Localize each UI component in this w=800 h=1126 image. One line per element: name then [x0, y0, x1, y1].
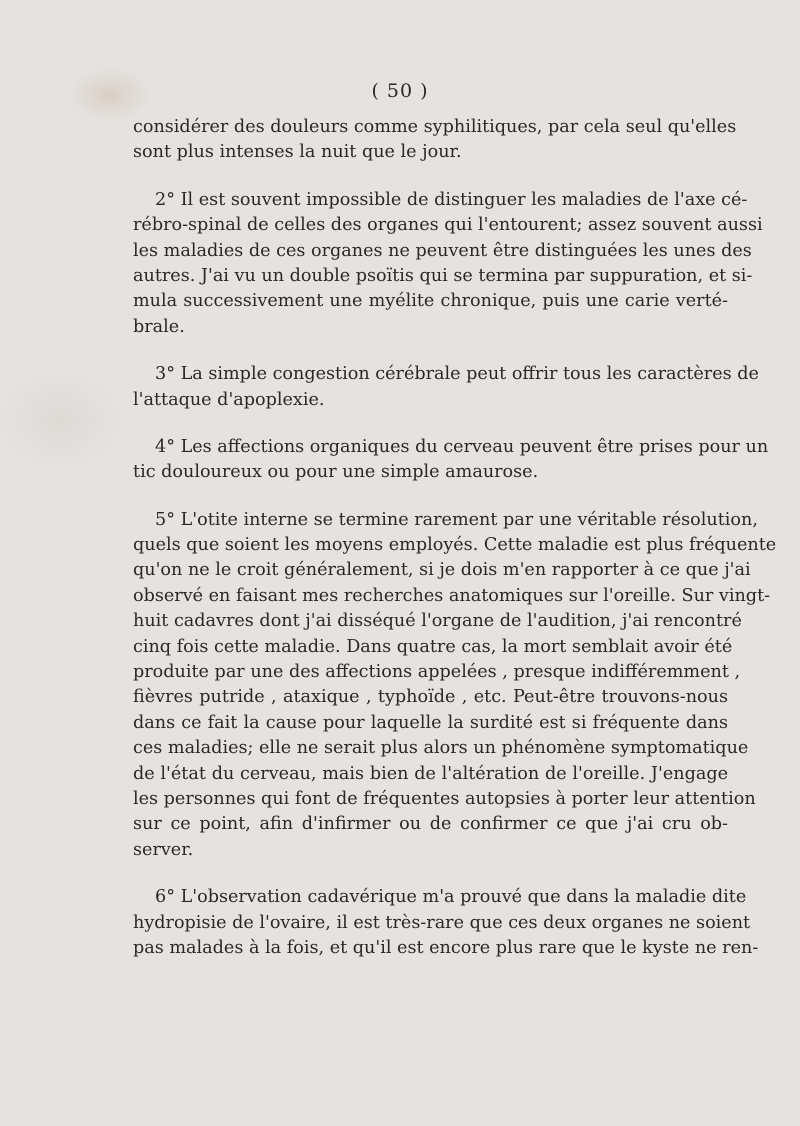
paragraph — [133, 508, 777, 863]
text-line: ces maladies; elle ne serait plus alors un phénomène symptomatique — [133, 738, 749, 759]
text-line: l'attaque d'apoplexie. — [133, 389, 325, 410]
text-line: hydropisie de l'ovaire, il est très-rare que ces deux organes ne soient — [133, 912, 751, 933]
text-line: considérer des douleurs comme syphilitiques, par cela seul qu'elles — [133, 117, 737, 137]
text-line: autres. J'ai vu un double psoïtis qui se termina par suppuration, et si- — [133, 265, 753, 286]
text-line: dans ce fait la cause pour laquelle la surdité est si fréquente dans — [133, 712, 728, 733]
page-body — [133, 115, 777, 961]
text-line: observé en faisant mes recherches anatomiques sur l'oreille. Sur vingt- — [133, 585, 771, 606]
text-line: huit cadavres dont j'ai disséqué l'organe de l'audition, j'ai rencontré — [133, 611, 742, 632]
text-line: tic douloureux ou pour une simple amaurose. — [133, 462, 539, 483]
paragraph — [133, 435, 769, 486]
text-line: les maladies de ces organes ne peuvent être distinguées les unes des — [133, 240, 752, 261]
text-line: 3° La simple congestion cérébrale peut offrir tous les caractères de — [155, 364, 759, 385]
paragraph-gap — [133, 166, 728, 188]
text-line: quels que soient les moyens employés. Cette maladie est plus fréquente — [133, 535, 777, 556]
text-line: server. — [133, 839, 194, 860]
paragraph-gap — [133, 486, 728, 508]
text-line: fièvres putride , ataxique , typhoïde , etc. Peut-être trouvons-nous — [133, 687, 728, 708]
text-line: 6° L'observation cadavérique m'a prouvé que dans la maladie dite — [155, 887, 747, 908]
text-line: qu'on ne le croit généralement, si je dois m'en rapporter à ce que j'ai — [133, 560, 751, 581]
text-line: sur ce point, afin d'infirmer ou de confirmer ce que j'ai cru ob- — [133, 814, 728, 835]
paragraph-gap — [133, 413, 728, 435]
text-line: les personnes qui font de fréquentes autopsies à porter leur attention — [133, 788, 756, 809]
page-number: ( 50 ) — [371, 80, 429, 102]
text-line: rébro-spinal de celles des organes qui l'entourent; assez souvent aussi — [133, 215, 763, 236]
paragraph — [133, 362, 759, 413]
text-line: produite par une des affections appelées , presque indifféremment , — [133, 662, 741, 683]
text-line: 2° Il est souvent impossible de distinguer les maladies de l'axe cé- — [155, 189, 748, 210]
paragraph — [133, 115, 737, 166]
text-line: brale. — [133, 316, 185, 337]
text-line: cinq fois cette maladie. Dans quatre cas, la mort semblait avoir été — [133, 636, 733, 657]
text-line: mula successivement une myélite chronique, puis une carie verté- — [133, 291, 728, 312]
paragraph — [133, 188, 763, 340]
paragraph-gap — [133, 863, 728, 885]
text-line: de l'état du cerveau, mais bien de l'altération de l'oreille. J'engage — [133, 763, 728, 784]
paragraph-gap — [133, 340, 728, 362]
text-line: 5° L'otite interne se termine rarement par une véritable résolution, — [155, 509, 758, 530]
paragraph — [133, 885, 759, 961]
text-line: sont plus intenses la nuit que le jour. — [133, 142, 462, 163]
text-line: 4° Les affections organiques du cerveau peuvent être prises pour un — [155, 436, 769, 457]
text-line: pas malades à la fois, et qu'il est encore plus rare que le kyste ne ren- — [133, 937, 759, 958]
